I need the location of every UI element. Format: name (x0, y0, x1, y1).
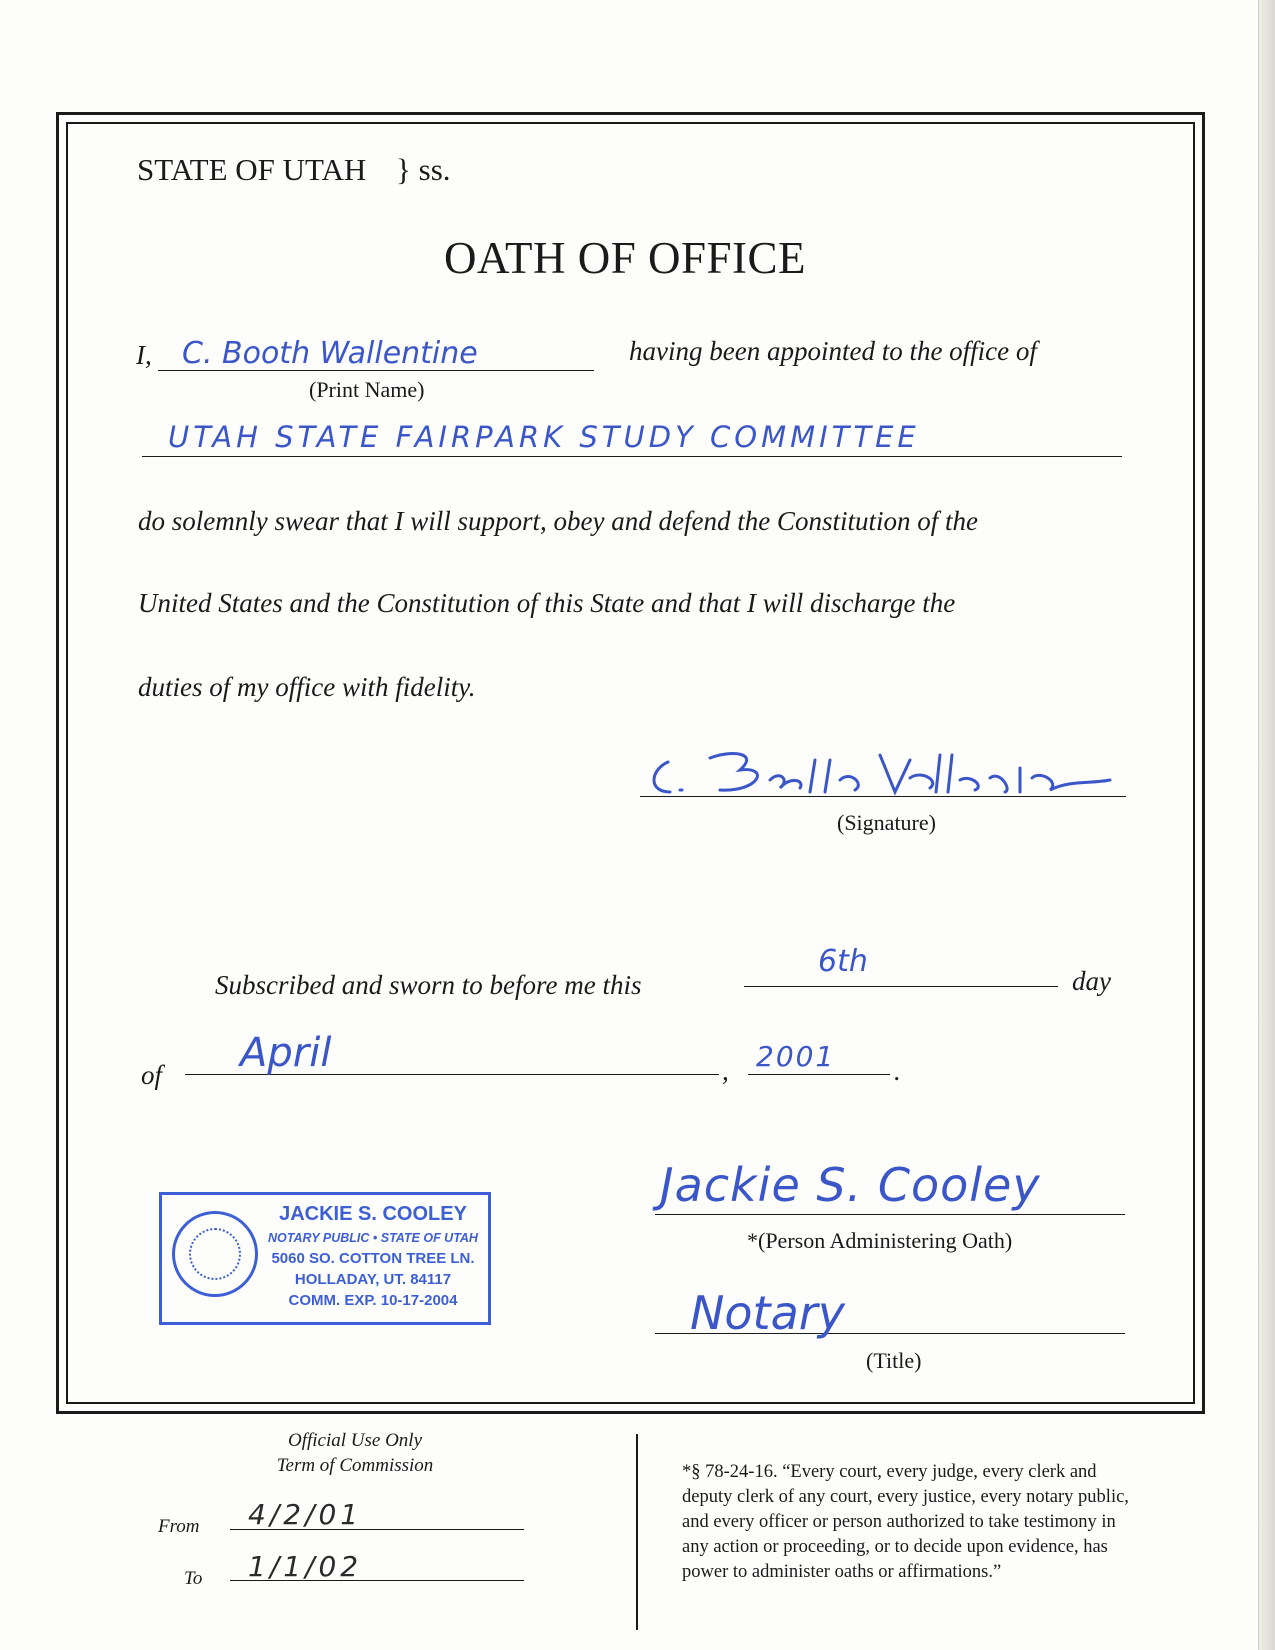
print-name-label: (Print Name) (309, 377, 425, 402)
oath-line-1: do solemnly swear that I will support, obey and defend the Constitution of the (138, 506, 978, 536)
signature-label: (Signature) (837, 810, 936, 835)
state-ss: ss. (418, 152, 451, 187)
state-name: STATE OF UTAH (137, 152, 367, 187)
subscribed-text: Subscribed and sworn to before me this (215, 970, 642, 1000)
day-line (744, 986, 1058, 987)
stamp-name: JACKIE S. COOLEY (279, 1203, 467, 1225)
notary-stamp (159, 1192, 491, 1325)
stamp-line-2: 5060 SO. COTTON TREE LN. (271, 1250, 475, 1267)
office-line (142, 456, 1122, 457)
appointed-text: having been appointed to the office of (629, 336, 1037, 366)
year-line (748, 1074, 890, 1075)
statute-line-2: deputy clerk of any court, every justice, every notary public, (682, 1487, 1129, 1507)
day-value: 6th (818, 944, 868, 979)
state-heading (137, 152, 451, 188)
stamp-line-4: COMM. EXP. 10-17-2004 (288, 1292, 458, 1309)
term-heading: Term of Commission (276, 1455, 434, 1476)
print-name-value: C. Booth Wallentine (182, 336, 478, 371)
stamp-line-1: NOTARY PUBLIC • STATE OF UTAH (268, 1231, 478, 1245)
statute-text (682, 1460, 1212, 1585)
official-use-heading: Official Use Only (287, 1430, 423, 1451)
oath-prefix: I, (136, 340, 152, 370)
administrator-signature: Jackie S. Cooley (660, 1158, 1041, 1212)
statute-line-1: *§ 78-24-16. “Every court, every judge, every clerk and (682, 1462, 1097, 1482)
oath-line-3: duties of my office with fidelity. (138, 672, 476, 702)
title-label: (Title) (866, 1348, 922, 1373)
of-label: of (141, 1060, 163, 1090)
stamp-line-3: HOLLADAY, UT. 84117 (294, 1271, 452, 1288)
to-label: To (184, 1568, 203, 1589)
state-brace: } (396, 152, 411, 187)
statute-line-5: power to administer oaths or affirmations.” (682, 1562, 1002, 1582)
from-value: 4/2/01 (248, 1498, 363, 1531)
year-value: 2001 (756, 1040, 836, 1073)
seal-emblem (189, 1228, 241, 1280)
office-value: UTAH STATE FAIRPARK STUDY COMMITTEE (168, 420, 920, 454)
month-value: April (240, 1030, 332, 1076)
administrator-line (655, 1214, 1125, 1215)
title-value: Notary (690, 1286, 845, 1340)
state-seal (172, 1211, 258, 1297)
day-label: day (1072, 966, 1111, 996)
administrator-label: *(Person Administering Oath) (747, 1228, 1013, 1253)
document-title: OATH OF OFFICE (443, 233, 807, 283)
bottom-divider (636, 1434, 638, 1630)
oath-line-2: United States and the Constitution of this State and that I will discharge the (138, 588, 956, 618)
period-mark: . (894, 1056, 901, 1086)
signature-scribble (640, 740, 1140, 800)
comma-mark: , (722, 1056, 729, 1086)
statute-line-4: any action or proceeding, or to decide upon evidence, has (682, 1537, 1108, 1557)
from-label: From (158, 1516, 200, 1537)
to-value: 1/1/02 (248, 1550, 363, 1583)
page-edge (1258, 0, 1275, 1650)
statute-line-3: and every officer or person authorized to take testimony in (682, 1512, 1116, 1532)
